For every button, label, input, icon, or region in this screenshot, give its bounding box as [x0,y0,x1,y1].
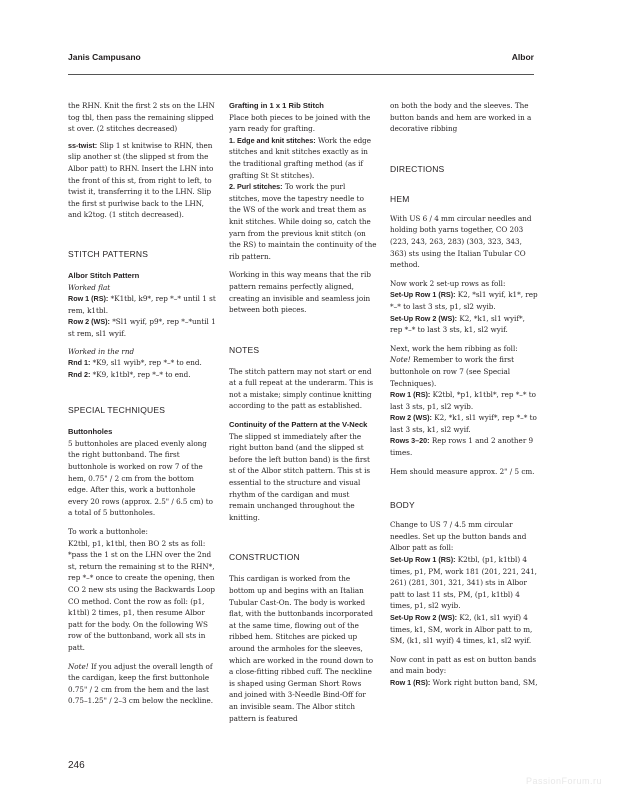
paragraph-to-work-buttonhole: To work a buttonhole: [68,527,148,537]
row-label: Row 1 (RS): [68,294,109,304]
heading-stitch-patterns: STITCH PATTERNS [68,248,149,259]
row-label: Set-Up Row 2 (WS): [390,613,458,622]
row-text: K2, *k1, sl1 wyif*, rep *–* to last 3 sts, k1, sl2 wyif. [390,413,537,434]
note-label: Note! [390,355,411,365]
heading-special-techniques: SPECIAL TECHNIQUES [68,405,166,416]
body-setup-row-1 [390,554,538,612]
paragraph-construction: This cardigan is worked from the bottom up and begins with an Italian Tubular Cast-On. The body is worked flat, with the buttonbands incorporated at the same time, flowing out of the ribbed hem. Stitches are picked up around the armholes for the sleeves, which are worked in the round down to a close-fitting ribbed cuff. The neckline is shaped using German Short Rows and joined with 3-Needle Bind-Off for an invisible seam. The Albor stitch pattern is featured [229,574,374,723]
row-text: *K1tbl, k9*, rep *–* until 1 st rem, k1tbl. [68,294,216,315]
paragraph-note-length [68,661,216,707]
row-label: Rnd 2: [68,369,91,379]
setup-row-2 [390,313,538,336]
paragraph-note-buttonhole [390,354,538,389]
heading-body: BODY [390,500,415,511]
text-column-3 [390,100,538,689]
grafting-step-2 [229,181,377,262]
instruction-rnd-1 [68,357,216,369]
subheading-albor-stitch: Albor Stitch Pattern [68,270,140,280]
label-worked-flat: Worked flat [68,282,111,292]
watermark: PassionForum.ru [525,776,602,786]
row-text: *Sl1 wyif, p9*, rep *–*until 1 st rem, sl1 wyif. [68,317,216,338]
hem-row-1 [390,389,538,412]
row-text: *K9, sl1 wyib*, rep *–* to end. [90,358,202,368]
ss-twist-text: Slip 1 st knitwise to RHN, then slip another st (the slipped st from the Albor patt) to RHN. Insert the LHN into the front of this st, from right to left, to twist it, transferring it to the LHN. Slip the first st purlwise back to the LHN, and k2tog. (1 stitch decreased). [68,140,214,220]
label-worked-in-rnd: Worked in the rnd [68,346,135,356]
text-column-1 [68,100,216,707]
running-header-author: Janis Campusano [68,52,141,62]
heading-notes: NOTES [229,344,260,355]
grafting-step-1 [229,135,377,181]
paragraph-hem-ribbing: Next, work the hem ribbing as foll: [390,343,518,353]
paragraph-grafting: Place both pieces to be joined with the yarn ready for grafting. [229,112,371,134]
row-label: Rnd 1: [68,358,91,368]
row-label: Row 2 (WS): [390,413,432,423]
text-column-2 [229,100,377,724]
row-text: K2, *k1, sl1 wyif*, rep *–* to last 3 sts, k1, sl2 wyif. [390,313,525,335]
row-label: Set-Up Row 1 (RS): [390,555,456,565]
row-label: Row 1 (RS): [390,390,431,400]
heading-construction: CONSTRUCTION [229,552,300,563]
step-label: 2. Purl stitches: [229,182,283,192]
note-text: Remember to work the first buttonhole on row 7 (see Special Techniques). [390,355,514,388]
row-label: Row 1 (RS): [390,677,431,687]
paragraph-continuity: The slipped st immediately after the right button band (and the slipped st before the left button band) is the first st of the Albor stitch pattern. This st is essential to the structure and visual rhythm of the cardigan and must remain unchanged throughout the knitting. [229,431,371,522]
step-text: Work the edge stitches and knit stitches exactly as in the traditional grafting method (as if grafting St St stitches). [229,135,372,180]
row-label: Set-Up Row 2 (WS): [390,313,458,323]
heading-directions: DIRECTIONS [390,163,445,174]
paragraph-hem-measure: Hem should measure approx. 2" / 5 cm. [390,466,535,476]
row-label: Set-Up Row 1 (RS): [390,290,456,300]
row-text: K2, (k1, sl1 wyif) 4 times, k1, SM, work in Albor patt to m, SM, (k1, sl1 wyif) 4 times, k1, sl2 wyif. [390,613,533,646]
paragraph-notes: The stitch pattern may not start or end at a full repeat at the underarm. This is not a mistake; simply continue knitting according to the patt as established. [229,366,374,411]
body-row-1 [390,677,538,689]
row-text: Work right button band, SM, [430,677,538,687]
header-rule [68,74,534,75]
row-label: Row 2 (WS): [68,317,110,327]
row-label: Rows 3–20: [390,436,430,446]
hem-row-2 [390,412,538,435]
step-text: To work the purl stitches, move the tapestry needle to the WS of the work and treat them as knit stitches. While doing so, catch the yarn from the previous knit stitch (on the RS) to maintain the continuity of the rib pattern. [229,182,377,261]
paragraph-hem-cast-on: With US 6 / 4 mm circular needles and holding both yarns together, CO 203 (223, 243, 263, 283) (303, 323, 343, 363) sts using the Italian Tubular CO method. [390,213,532,270]
row-text: K2, *sl1 wyif, k1*, rep *–* to last 3 sts, p1, sl2 wyib. [390,290,538,311]
paragraph-grafting-result: Working in this way means that the rib pattern remains perfectly aligned, creating an invisible and seamless join between both pieces. [229,270,371,315]
running-header-title: Albor [511,52,534,62]
instruction-rnd-2 [68,369,216,381]
instruction-row-1 [68,293,216,316]
paragraph-ss-twist [68,140,216,221]
step-label: 1. Edge and knit stitches: [229,135,316,145]
page-number: 246 [68,760,85,771]
subheading-continuity: Continuity of the Pattern at the V-Neck [229,420,368,430]
instruction-row-2 [68,316,216,339]
heading-hem: HEM [390,193,410,204]
setup-row-1 [390,289,538,312]
subheading-buttonholes: Buttonholes [68,427,113,437]
subheading-grafting: Grafting in 1 x 1 Rib Stitch [229,101,324,110]
row-text: K2tbl, *p1, k1tbl*, rep *–* to last 3 sts, p1, sl2 wyib. [390,390,536,411]
term-ss-twist: ss-twist: [68,140,98,150]
row-text: Rep rows 1 and 2 another 9 times. [390,436,534,458]
paragraph-buttonholes: 5 buttonholes are placed evenly along the right buttonband. The first buttonhole is worked on row 7 of the hem, 0.75" / 2 cm from the bottom edge. After this, work a buttonhole every 20 rows (approx. 2.5" / 6.5 cm) to a total of 5 buttonholes. [68,438,213,518]
paragraph-continue-pattern: Now cont in patt as est on button bands and main body: [390,654,537,676]
hem-rows-3-20 [390,435,538,458]
paragraph-construction-cont: on both the body and the sleeves. The button bands and hem are worked in a decorative ribbing [390,101,532,134]
row-text: K2tbl, (p1, k1tbl) 4 times, p1, PM, work 181 (201, 221, 241, 261) (281, 301, 321, 341) sts in Albor patt to last 11 sts, PM, (p1, k1tbl) 4 times, p1, sl2 wyib. [390,555,537,611]
paragraph-setup-rows: Now work 2 set-up rows as foll: [390,278,506,288]
note-label: Note! [68,661,89,671]
row-text: *K9, k1tbl*, rep *–* to end. [90,369,191,379]
paragraph-body: Change to US 7 / 4.5 mm circular needles. Set up the button bands and Albor patt as foll: [390,520,527,553]
note-text: If you adjust the overall length of the cardigan, keep the first buttonhole 0.75" / 2 cm from the hem and the last 0.75–1.25" / 2–3 cm below the neckline. [68,661,214,706]
paragraph-buttonhole-steps: K2tbl, p1, k1tbl, then BO 2 sts as foll: *pass the 1 st on the LHN over the 2nd st, return the remaining st to the RHN*, rep *–* once to create the opening, then CO 2 new sts using the Backwards Loop CO method. Cont the row as foll: (p1, k1tbl) 2 times, p1, then resume Albor patt for the body. On the following WS row of the buttonband, work all sts in patt. [68,538,216,652]
paragraph-decrease-end: the RHN. Knit the first 2 sts on the LHN tog tbl, then pass the remaining slipped st over. (2 stitches decreased) [68,101,215,134]
body-setup-row-2 [390,612,538,647]
